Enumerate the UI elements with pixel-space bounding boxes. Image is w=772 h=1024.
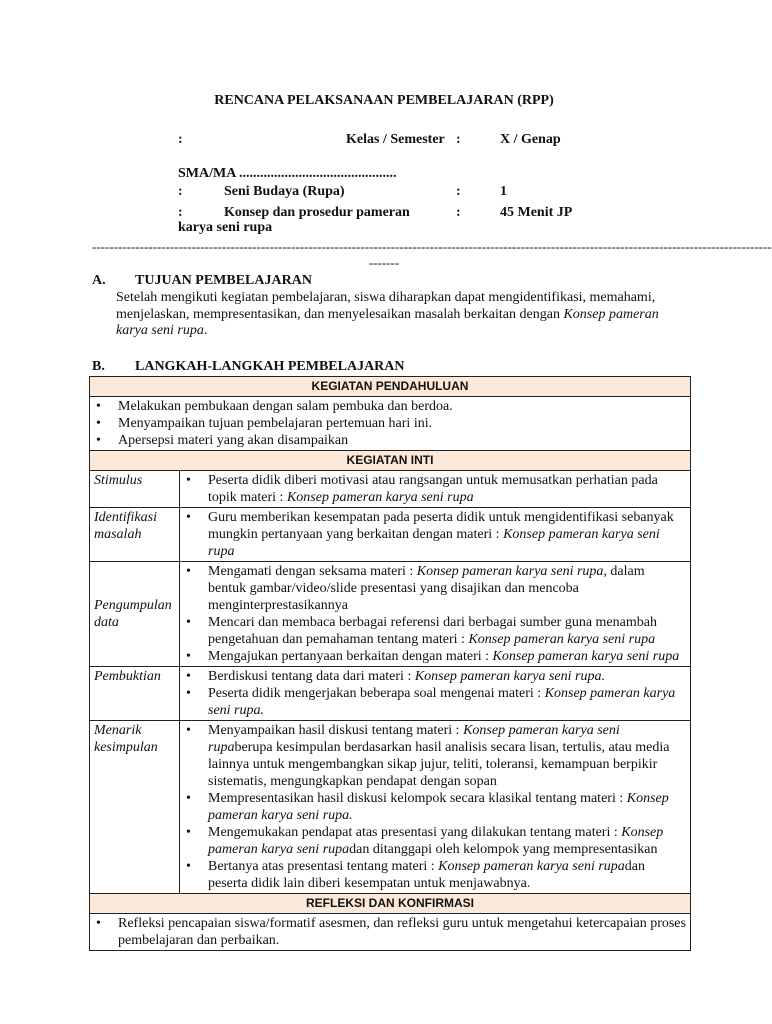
list-item-topic: Konsep pameran karya seni rupa bbox=[492, 649, 680, 664]
objective-end: . bbox=[203, 323, 208, 338]
list-item-topic: Konsep pameran karya seni rupa. bbox=[414, 669, 605, 684]
list-item-text: Refleksi pencapaian siswa/formatif asesmen, dan refleksi guru untuk mengetahui ketercapaian proses pembelajaran dan perbaikan. bbox=[118, 916, 686, 948]
list-item-text: Peserta didik diberi motivasi atau rangsangan untuk memusatkan perhatian pada topik materi : bbox=[208, 473, 658, 505]
class-semester-label: Kelas / Semester bbox=[346, 132, 445, 147]
list-item-text: Peserta didik mengerjakan beberapa soal mengenai materi : bbox=[208, 686, 545, 701]
list-item-text: Menyampaikan hasil diskusi tentang materi : bbox=[208, 723, 464, 738]
list-item bbox=[184, 668, 686, 685]
identifikasi-list bbox=[184, 509, 686, 560]
meeting-value: 1 bbox=[500, 184, 507, 199]
list-item bbox=[94, 415, 686, 432]
list-item bbox=[184, 563, 686, 614]
table-row bbox=[90, 721, 691, 894]
table-row bbox=[90, 894, 691, 914]
menarik-list bbox=[184, 722, 686, 892]
step-content-menarik bbox=[180, 721, 691, 894]
objective-topic: Konsep pameran karya seni rupa bbox=[116, 306, 659, 338]
header-colon: : bbox=[456, 184, 461, 199]
list-item bbox=[94, 915, 686, 949]
pembuktian-list bbox=[184, 668, 686, 719]
step-label-stimulus: Stimulus bbox=[90, 471, 180, 508]
list-item bbox=[184, 472, 686, 506]
bullet-icon: • bbox=[186, 473, 191, 488]
document-title: RENCANA PELAKSANAAN PEMBELAJARAN (RPP) bbox=[214, 93, 554, 108]
list-item-text: Mengajukan pertanyaan berkaitan dengan materi : bbox=[208, 649, 493, 664]
bullet-icon: • bbox=[186, 686, 191, 701]
step-content-stimulus bbox=[180, 471, 691, 508]
phase-header-inti: KEGIATAN INTI bbox=[90, 451, 691, 471]
list-item bbox=[184, 614, 686, 648]
list-item bbox=[94, 432, 686, 449]
school-name: SMA/MA ............................................. bbox=[178, 166, 397, 181]
list-item bbox=[184, 858, 686, 892]
header-colon: : bbox=[178, 205, 183, 220]
section-a-title: TUJUAN PEMBELAJARAN bbox=[135, 273, 312, 288]
list-item-text: Guru memberikan kesempatan pada peserta didik untuk mengidentifikasi sebanyak mungkin pertanyaan yang berkaitan dengan materi : bbox=[208, 510, 674, 542]
list-item-topic: Konsep pameran karya seni rupa bbox=[438, 859, 625, 874]
step-label-pembuktian: Pembuktian bbox=[90, 667, 180, 721]
table-row bbox=[90, 508, 691, 562]
table-row bbox=[90, 667, 691, 721]
step-label-menarik: Menarik kesimpulan bbox=[90, 721, 180, 894]
table-row bbox=[90, 377, 691, 397]
subject-value: Seni Budaya (Rupa) bbox=[224, 184, 345, 199]
learning-objective-text bbox=[116, 290, 686, 340]
list-item bbox=[184, 509, 686, 560]
time-allocation: 45 Menit JP bbox=[500, 205, 573, 220]
bullet-icon: • bbox=[186, 859, 191, 874]
bullet-icon: • bbox=[96, 916, 101, 931]
list-item-text: Mengamati dengan seksama materi : bbox=[208, 564, 417, 579]
list-item bbox=[184, 824, 686, 858]
refleksi-list bbox=[94, 915, 686, 949]
section-a-letter: A. bbox=[92, 273, 106, 288]
list-item-text-end: , dalam bentuk gambar/video/slide presentasi yang disajikan dan mencoba menginterprestasikannya bbox=[208, 564, 645, 613]
list-item-text-end: dan ditanggapi oleh kelompok yang mempresentasikan bbox=[349, 842, 658, 857]
phase-header-pendahuluan: KEGIATAN PENDAHULUAN bbox=[90, 377, 691, 397]
step-label-pengumpulan: Pengumpulan data bbox=[90, 562, 180, 667]
bullet-icon: • bbox=[96, 399, 101, 414]
list-item-text: Menyampaikan tujuan pembelajaran pertemuan hari ini. bbox=[118, 416, 433, 431]
section-b-letter: B. bbox=[92, 359, 105, 374]
bullet-icon: • bbox=[186, 791, 191, 806]
phase-header-refleksi: REFLEKSI DAN KONFIRMASI bbox=[90, 894, 691, 914]
list-item-text: Apersepsi materi yang akan disampaikan bbox=[118, 433, 349, 448]
header-colon: : bbox=[178, 132, 183, 147]
topic-line-2: karya seni rupa bbox=[178, 220, 273, 235]
header-colon: : bbox=[178, 184, 183, 199]
list-item bbox=[94, 398, 686, 415]
bullet-icon: • bbox=[186, 510, 191, 525]
list-item-text: Mencari dan membaca berbagai referensi dari berbagai sumber guna menambah pengetahuan dan pemahaman tentang materi : bbox=[208, 615, 657, 647]
objective-text: Setelah mengikuti kegiatan pembelajaran, siswa diharapkan dapat mengidentifikasi, memahami, menjelaskan, mempresentasikan, dan menyelesaikan masalah berkaitan dengan bbox=[116, 290, 656, 322]
list-item-text-end: berupa kesimpulan berdasarkan hasil analisis secara lisan, tertulis, atau media lainnya untuk mengembangkan sikap jujur, teliti, toleransi, kemampuan berpikir sistematis, mengungkapkan pendapat dengan sopan bbox=[208, 740, 670, 789]
list-item bbox=[184, 722, 686, 790]
bullet-icon: • bbox=[186, 615, 191, 630]
list-item-text: Berdiskusi tentang data dari materi : bbox=[208, 669, 415, 684]
list-item-text: Mengemukakan pendapat atas presentasi yang dilakukan tentang materi : bbox=[208, 825, 622, 840]
separator-tail: ------- bbox=[368, 255, 400, 270]
bullet-icon: • bbox=[96, 433, 101, 448]
list-item bbox=[184, 685, 686, 719]
list-item bbox=[184, 648, 686, 665]
learning-steps-table bbox=[89, 376, 691, 951]
class-semester-value: X / Genap bbox=[500, 132, 561, 147]
pendahuluan-cell bbox=[90, 397, 691, 451]
table-row bbox=[90, 471, 691, 508]
table-row bbox=[90, 397, 691, 451]
table-row bbox=[90, 914, 691, 951]
bullet-icon: • bbox=[186, 649, 191, 664]
bullet-icon: • bbox=[186, 825, 191, 840]
list-item bbox=[184, 790, 686, 824]
topic-line-1: Konsep dan prosedur pameran bbox=[224, 205, 410, 220]
refleksi-cell bbox=[90, 914, 691, 951]
step-label-identifikasi: Identifikasi masalah bbox=[90, 508, 180, 562]
header-colon: : bbox=[456, 132, 461, 147]
list-item-topic: Konsep pameran karya seni rupa bbox=[416, 564, 604, 579]
list-item-text: Mempresentasikan hasil diskusi kelompok secara klasikal tentang materi : bbox=[208, 791, 627, 806]
list-item-topic: Konsep pameran karya seni rupa bbox=[208, 723, 620, 755]
list-item-topic: Konsep pameran karya seni rupa. bbox=[208, 791, 669, 823]
list-item-topic: Konsep pameran karya seni rupa. bbox=[208, 686, 676, 718]
pengumpulan-list bbox=[184, 563, 686, 665]
section-b-title: LANGKAH-LANGKAH PEMBELAJARAN bbox=[135, 359, 405, 374]
table-row bbox=[90, 562, 691, 667]
table-row bbox=[90, 451, 691, 471]
list-item-topic: Konsep pameran karya seni rupa bbox=[208, 527, 660, 559]
list-item-text: Bertanya atas presentasi tentang materi : bbox=[208, 859, 439, 874]
list-item-text: Melakukan pembukaan dengan salam pembuka dan berdoa. bbox=[118, 399, 453, 414]
list-item-topic: Konsep pameran karya seni rupa bbox=[208, 825, 664, 857]
pendahuluan-list bbox=[94, 398, 686, 449]
list-item-text-end: dan peserta didik lain diberi kesempatan untuk menjawabnya. bbox=[208, 859, 646, 891]
header-colon: : bbox=[456, 205, 461, 220]
bullet-icon: • bbox=[186, 564, 191, 579]
stimulus-list bbox=[184, 472, 686, 506]
step-content-pengumpulan bbox=[180, 562, 691, 667]
bullet-icon: • bbox=[96, 416, 101, 431]
list-item-topic: Konsep pameran karya seni rupa bbox=[468, 632, 656, 647]
step-content-pembuktian bbox=[180, 667, 691, 721]
separator-line: ------------------------------------------------------------------------------------------------------------------------------------------------------------- bbox=[92, 239, 772, 254]
list-item-topic: Konsep pameran karya seni rupa bbox=[286, 490, 474, 505]
bullet-icon: • bbox=[186, 723, 191, 738]
step-content-identifikasi bbox=[180, 508, 691, 562]
bullet-icon: • bbox=[186, 669, 191, 684]
